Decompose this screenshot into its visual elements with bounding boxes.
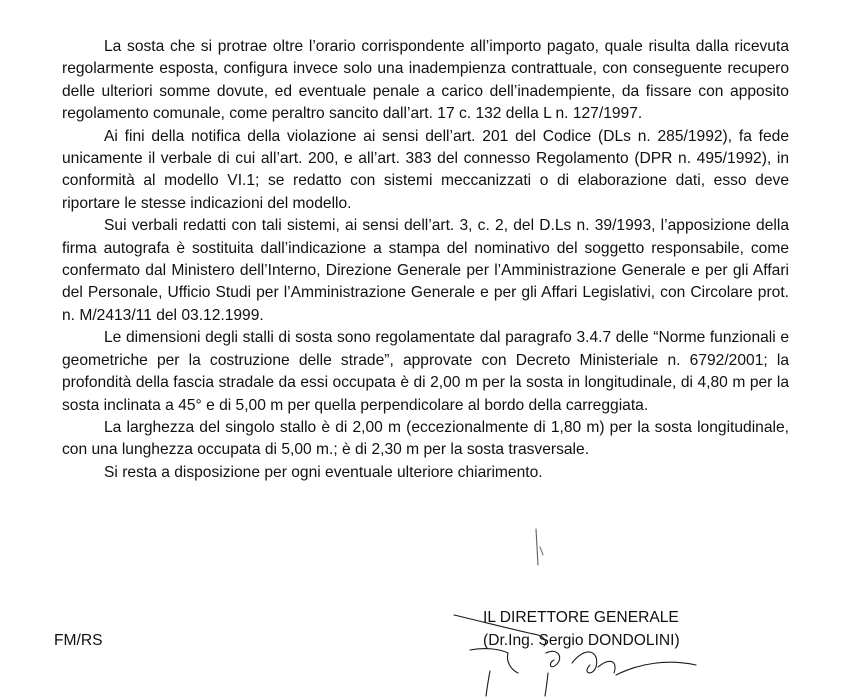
- paragraph-5: La larghezza del singolo stallo è di 2,00 m (eccezionalmente di 1,80 m) per la sosta longitudinale, con una lunghezza occupata di 5,00 m.; è di 2,30 m per la sosta trasversale.: [62, 418, 789, 459]
- signatory-name: (Dr.Ing. Sergio DONDOLINI): [483, 632, 680, 649]
- reference-initials: FM/RS: [54, 632, 103, 649]
- paragraph-3: Sui verbali redatti con tali sistemi, ai sensi dell’art. 3, c. 2, del D.Ls n. 39/1993, l’apposizione della firma autografa è sostituita dall’indicazione a stampa del nominativo del soggetto responsabile, come confermato dal Ministero dell’Interno, Direzione Generale per l’Amministrazione Generale e per gli Affari del Personale, Ufficio Studi per l’Amministrazione Generale e per gli Affari Legislativi, con Circolare prot. n. M/2413/11 del 03.12.1999.: [62, 217, 789, 324]
- signature-block: [483, 606, 680, 652]
- signatory-title: IL DIRETTORE GENERALE: [483, 609, 679, 626]
- paragraph-6: Si resta a disposizione per ogni eventuale ulteriore chiarimento.: [104, 463, 543, 481]
- paragraph-1: La sosta che si protrae oltre l’orario corrispondente all’importo pagato, quale risulta dalla ricevuta regolarmente esposta, configura invece solo una inadempienza contrattuale, con conseguente recupero delle ulteriori somme dovute, ed eventuale penale a carico dell’inadempiente, da fissare con apposito regolamento comunale, come peraltro sancito dall’art. 17 c. 132 della L n. 127/1997.: [62, 38, 789, 123]
- paragraph-4: Le dimensioni degli stalli di sosta sono regolamentate dal paragrafo 3.4.7 delle “Norme funzionali e geometriche per la costruzione delle strade”, approvate con Decreto Ministeriale n. 6792/2001; la profondità della fascia stradale da essi occupata è di 2,00 m per la sosta in longitudinale, di 4,80 m per la sosta inclinata a 45° e di 5,00 m per quella perpendicolare al bordo della carreggiata.: [62, 329, 789, 414]
- paragraph-2: Ai fini della notifica della violazione ai sensi dell’art. 201 del Codice (DLs n. 285/1992), fa fede unicamente il verbale di cui all’art. 200, e all’art. 383 del connesso Regolamento (DPR n. 495/1992), in conformità al modello VI.1; se redatto con sistemi meccanizzati o di elaborazione dati, esso deve riportare le stesse indicazioni del modello.: [62, 127, 789, 212]
- document-body: [62, 36, 789, 484]
